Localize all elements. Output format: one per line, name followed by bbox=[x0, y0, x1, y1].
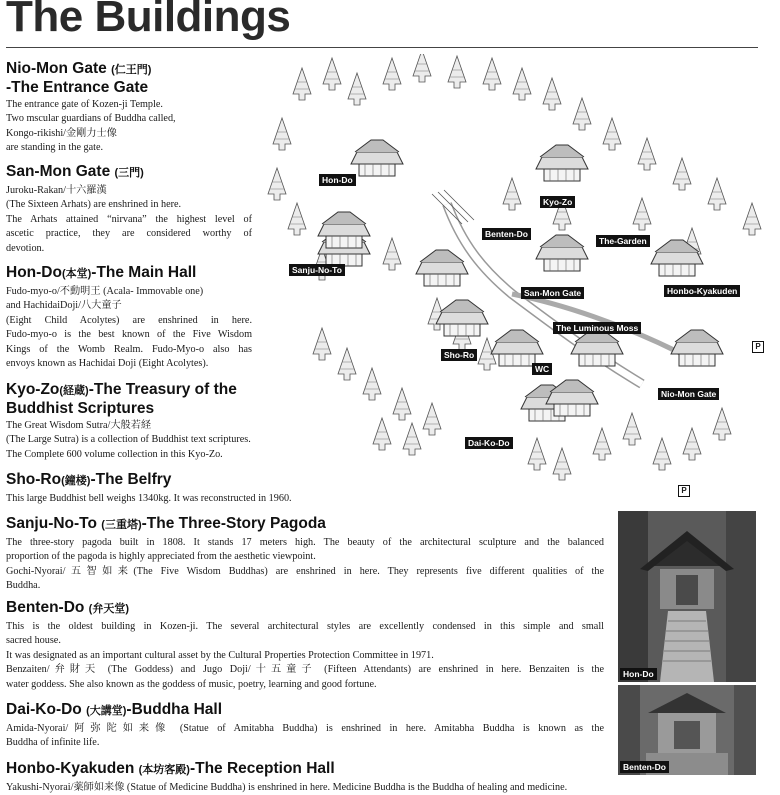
map-drawing bbox=[262, 54, 772, 504]
section-dai-ko-do bbox=[6, 701, 604, 751]
page-title: The Buildings bbox=[6, 0, 291, 41]
section-heading: Dai-Ko-Do (大講堂)-Buddha Hall bbox=[6, 701, 223, 718]
section-heading: Sanju-No-To (三重塔)-The Three-Story Pagoda bbox=[6, 515, 326, 532]
map-label-hon-do: Hon-Do bbox=[319, 174, 356, 186]
map-label-the-garden: The-Garden bbox=[596, 235, 650, 247]
section-body: Fudo-myo-o/不動明王 (Acala- Immovable one) and HachidaiDoji/八大童子 (Eight Child Acolytes) are enshrined in here. Fudo-myo-o is the best known of the Five Wisdom Kings of the Womb Realm. Fudo-Myo-o also has envoys known as Hachidai Doji (Eight Acolytes). bbox=[6, 286, 252, 370]
section-sanju-no-to bbox=[6, 515, 604, 594]
section-heading: Sho-Ro(鐘楼)-The Belfry bbox=[6, 471, 172, 488]
parking-marker: P bbox=[752, 341, 764, 353]
map-label-sanju-no-to: Sanju-No-To bbox=[289, 264, 345, 276]
section-body: The Great Wisdom Sutra/大般若経 (The Large Sutra) is a collection of Buddhist text scriptures. The Complete 600 volume collection in this Kyo-Zo. bbox=[6, 420, 251, 460]
section-heading: Honbo-Kyakuden (本坊客殿)-The Reception Hall bbox=[6, 760, 335, 777]
section-body: The three-story pagoda built in 1808. It stands 17 meters high. The beauty of the architectural sculpture and the balanced proportion of the pagoda is highly appreciated from the aesthetic viewpoint. Gochi-Nyorai/五智如来(The Five Wisdom Buddhas) are enshrined in here. They represents five different qualities of the Buddha. bbox=[6, 537, 604, 592]
map-label-wc: WC bbox=[532, 363, 552, 375]
section-body: Yakushi-Nyorai/薬師如来像 (Statue of Medicine Buddha) is enshrined in here. Medicine Buddha is the Buddha of healing and medicine. bbox=[6, 782, 568, 793]
section-body: Juroku-Rakan/十六羅漢 (The Sixteen Arhats) are enshrined in here. The Arhats attained “nirvana” the highest level of ascetic practice, they are considered worthy of devotion. bbox=[6, 185, 252, 254]
photo-hon-do bbox=[618, 511, 756, 682]
map-label-kyo-zo: Kyo-Zo bbox=[540, 196, 575, 208]
map-label-nio-mon-gate: Nio-Mon Gate bbox=[658, 388, 719, 400]
photo-caption: Hon-Do bbox=[620, 668, 657, 680]
section-body: This large Buddhist bell weighs 1340kg. It was reconstructed in 1960. bbox=[6, 493, 292, 504]
section-heading: Kyo-Zo(経蔵)-The Treasury of the Buddhist Scriptures bbox=[6, 381, 237, 417]
map-label-benten-do: Benten-Do bbox=[482, 228, 531, 240]
photo-hon-do-image bbox=[618, 511, 756, 682]
section-heading: San-Mon Gate (三門) bbox=[6, 163, 144, 180]
section-nio-mon-gate bbox=[6, 60, 256, 156]
map-label-sho-ro: Sho-Ro bbox=[441, 349, 477, 361]
section-san-mon-gate bbox=[6, 163, 252, 256]
map-label-dai-ko-do: Dai-Ko-Do bbox=[465, 437, 513, 449]
title-divider bbox=[6, 47, 758, 48]
parking-marker: P bbox=[678, 485, 690, 497]
section-heading: Hon-Do(本堂)-The Main Hall bbox=[6, 264, 197, 281]
section-hon-do bbox=[6, 264, 252, 371]
section-body: The entrance gate of Kozen-ji Temple. Two mscular guardians of Buddha called, Kongo-rikishi/金剛力士像 are standing in the gate. bbox=[6, 99, 176, 154]
map-label-honbo-kyakuden: Honbo-Kyakuden bbox=[664, 285, 740, 297]
photo-benten-do bbox=[618, 685, 756, 775]
section-body: This is the oldest building in Kozen-ji. The several architectural styles are excellently condensed in this simple and small sacred house. It was designated as an important cultural asset by the Cultural Properties Protection Committee in 1971. Benzaiten/弁財天 (The Goddess) and Jugo Doji/十五童子 (Fifteen Attendants) are enshrined in here. Benzaiten is the water goddess. She also known as the goddess of music, poetry, learning and good fortune. bbox=[6, 621, 604, 690]
photo-caption: Benten-Do bbox=[620, 761, 669, 773]
section-body: Amida-Nyorai/阿弥陀如来像 (Statue of Amitabha Buddha) is enshrined in here. Amitabha Buddha is known as the Buddha of infinite life. bbox=[6, 723, 604, 749]
temple-map-illustration bbox=[262, 54, 772, 504]
map-label-san-mon-gate: San-Mon Gate bbox=[521, 287, 584, 299]
section-heading: Nio-Mon Gate (仁王門) -The Entrance Gate bbox=[6, 60, 152, 96]
section-benten-do bbox=[6, 599, 604, 692]
section-heading: Benten-Do (弁天堂) bbox=[6, 599, 129, 616]
map-label-luminous-moss: The Luminous Moss bbox=[553, 322, 641, 334]
